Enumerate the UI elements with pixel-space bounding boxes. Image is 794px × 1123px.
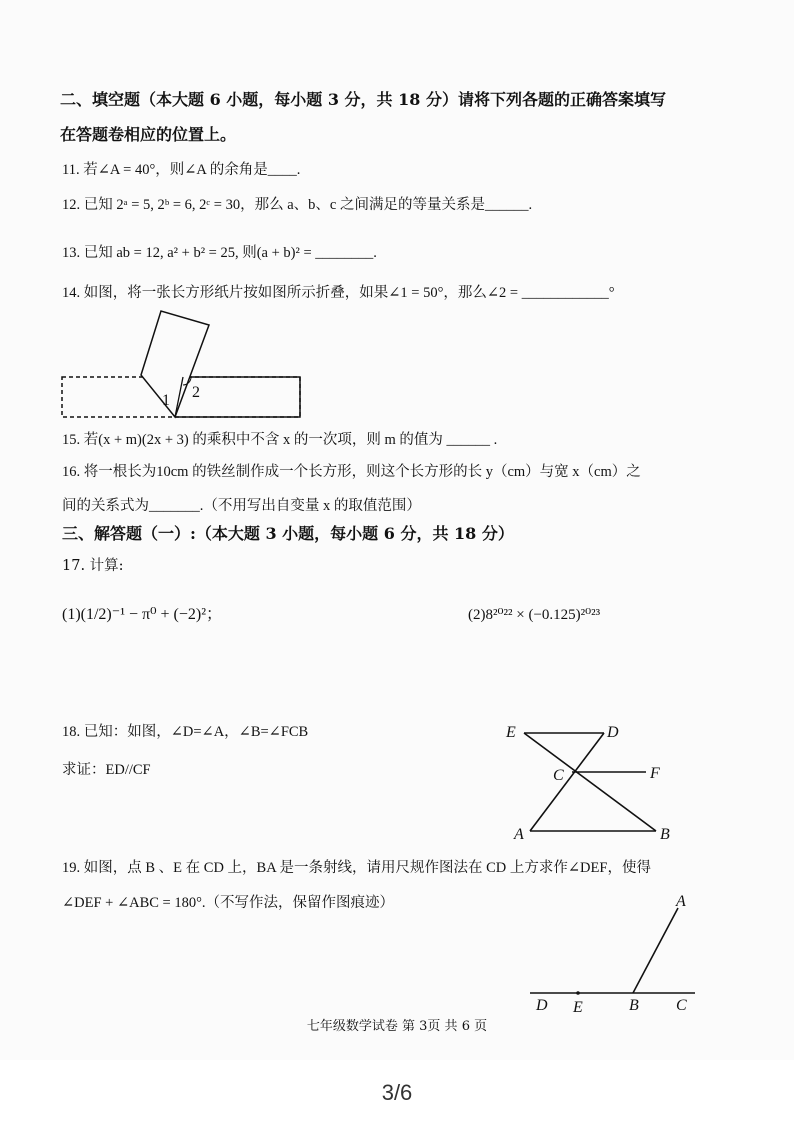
- figure-q19-geometry: [530, 890, 710, 1015]
- point-C-label: C: [553, 767, 564, 784]
- figure-q18-geometry: [500, 715, 690, 845]
- question-19-line1: 19. 如图，点 B 、E 在 CD 上，BA 是一条射线，请用尺规作图法在 CD 上方求作∠DEF，使得: [62, 860, 651, 876]
- question-11: 11. 若∠A = 40°，则∠A 的余角是____.: [62, 162, 301, 178]
- question-16-line1: 16. 将一根长为10cm 的铁丝制作成一个长方形，则这个长方形的长 y（cm）与宽 x（cm）之: [62, 464, 641, 480]
- point-D-label: D: [536, 997, 548, 1014]
- question-18-line2: 求证：ED//CF: [62, 762, 151, 778]
- point-E-label: E: [506, 724, 516, 741]
- page-indicator: 3/6: [381, 1080, 413, 1105]
- angle-2-label: 2: [192, 384, 200, 401]
- question-19-line2: ∠DEF + ∠ABC = 180°.（不写作法，保留作图痕迹）: [62, 895, 395, 911]
- ray-BA: [633, 908, 678, 993]
- point-A-label: A: [514, 826, 524, 843]
- point-B-label: B: [629, 997, 639, 1014]
- question-14: 14. 如图，将一张长方形纸片按如图所示折叠，如果∠1 = 50°，那么∠2 = ____________°: [62, 285, 615, 301]
- question-13: 13. 已知 ab = 12, a² + b² = 25, 则(a + b)² = ________.: [62, 245, 377, 261]
- point-A-label: A: [676, 893, 686, 910]
- point-B-label: B: [660, 826, 670, 843]
- page-footer: 七年级数学试卷 第 3页 共 6 页: [306, 1019, 488, 1034]
- segment-EB: [524, 733, 656, 831]
- angle-1-label: 1: [162, 392, 170, 409]
- folded-flap: [141, 311, 209, 417]
- question-17-part2: (2)8²⁰²² × (−0.125)²⁰²³: [468, 607, 601, 623]
- question-18-line1: 18. 已知：如图，∠D=∠A，∠B=∠FCB: [62, 724, 309, 740]
- point-D-label: D: [607, 724, 619, 741]
- point-E-dot: [576, 991, 580, 995]
- figure-q14-folded-paper: [55, 305, 305, 425]
- question-15: 15. 若(x + m)(2x + 3) 的乘积中不含 x 的一次项，则 m 的值为 ______ .: [62, 432, 498, 448]
- section-3-header: 三、解答题（一）:（本大题 3 小题，每小题 6 分，共 18 分）: [62, 524, 514, 543]
- point-F-label: F: [650, 765, 660, 782]
- question-16-line2: 间的关系式为_______.（不用写出自变量 x 的取值范围）: [62, 498, 421, 514]
- question-17-part1: (1)(1/2)⁻¹ − π⁰ + (−2)²；: [62, 606, 223, 623]
- question-17-title: 17. 计算:: [62, 558, 124, 574]
- point-C-label: C: [676, 997, 687, 1014]
- point-E-label: E: [573, 999, 583, 1016]
- question-12: 12. 已知 2ᵃ = 5, 2ᵇ = 6, 2ᶜ = 30，那么 a、b、c 之间满足的等量关系是______.: [62, 197, 533, 213]
- section-2-header-line2: 在答题卷相应的位置上。: [60, 125, 237, 144]
- segment-DA: [530, 733, 604, 831]
- section-2-header-line1: 二、填空题（本大题 6 小题，每小题 3 分，共 18 分）请将下列各题的正确答案填写: [60, 90, 666, 109]
